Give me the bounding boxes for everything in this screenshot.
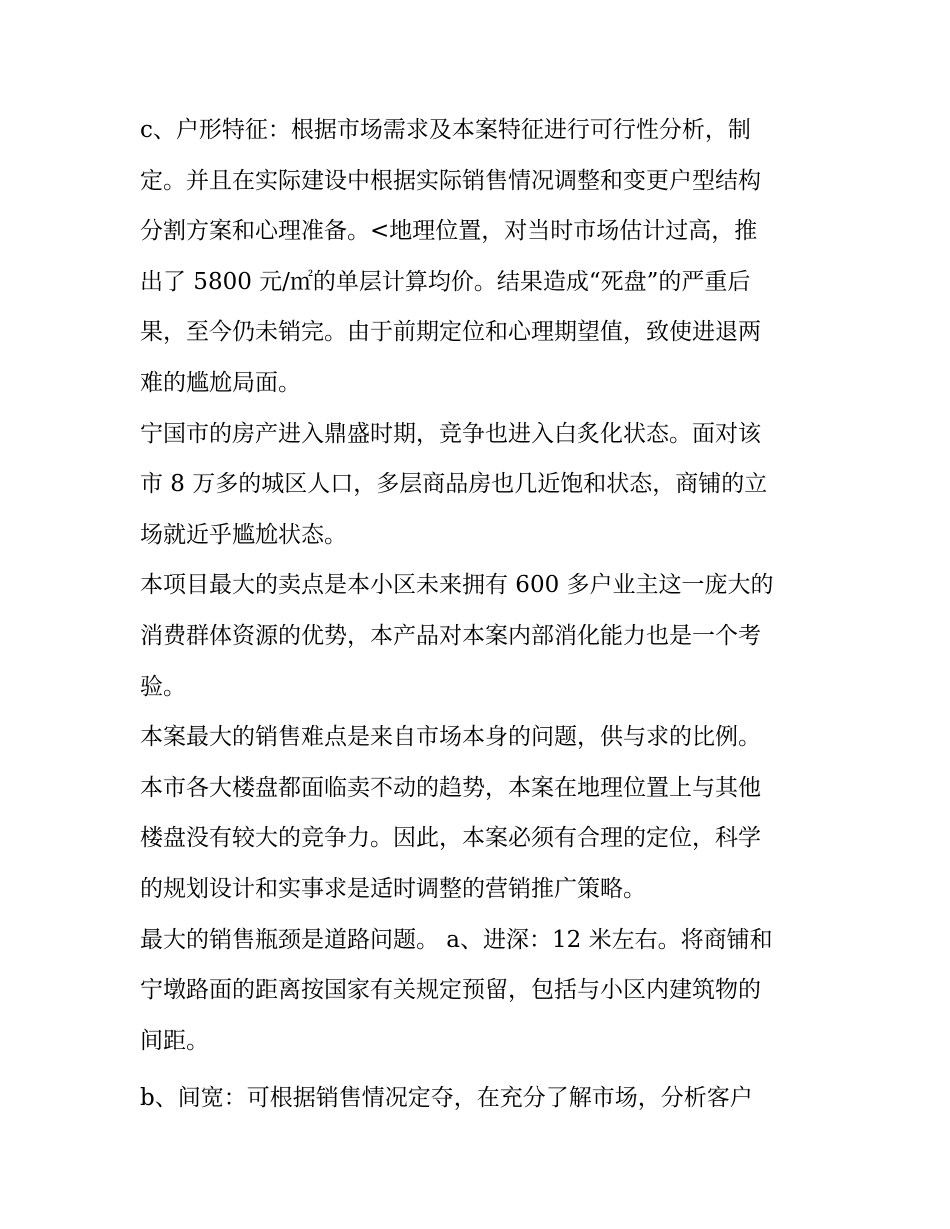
text-line: 宁墩路面的距离按国家有关规定预留，包括与小区内建筑物的 <box>140 977 761 1004</box>
text-line: c、户形特征：根据市场需求及本案特征进行可行性分析，制 <box>140 117 751 143</box>
text-line: 出了 5800 元/㎡的单层计算均价。结果造成“死盘”的严重后 <box>140 268 751 295</box>
text-line: 消费群体资源的优势，本产品对本案内部消化能力也是一个考 <box>140 622 761 649</box>
document-body <box>140 108 812 1126</box>
text-line: 分割方案和心理准备。<地理位置，对当时市场估计过高，推 <box>140 218 758 245</box>
text-line: 场就近乎尴尬状态。 <box>140 521 347 548</box>
text-line: 验。 <box>140 673 186 700</box>
text-line: b、间宽：可根据销售情况定夺，在充分了解市场，分析客户 <box>140 1084 753 1111</box>
text-line: 难的尴尬局面。 <box>140 369 301 396</box>
text-line: 本项目最大的卖点是本小区未来拥有 600 多户业主这一庞大的 <box>140 572 774 599</box>
text-line: 本市各大楼盘都面临卖不动的趋势，本案在地理位置上与其他 <box>140 774 761 801</box>
text-line: 最大的销售瓶颈是道路问题。 a、进深：12 米左右。将商铺和 <box>140 926 773 953</box>
text-line: 宁国市的房产进入鼎盛时期，竞争也进入白炙化状态。面对该 <box>140 420 761 447</box>
text-line: 定。并且在实际建设中根据实际销售情况调整和变更户型结构 <box>140 167 761 194</box>
text-line: 本案最大的销售难点是来自市场本身的问题，供与求的比例。 <box>140 724 761 751</box>
text-line: 果，至今仍未销完。由于前期定位和心理期望值，致使进退两 <box>140 319 761 346</box>
text-line: 楼盘没有较大的竞争力。因此，本案必须有合理的定位，科学 <box>140 825 761 852</box>
text-line: 间距。 <box>140 1027 209 1054</box>
text-line: 市 8 万多的城区人口，多层商品房也几近饱和状态，商铺的立 <box>140 471 768 498</box>
text-line: 的规划设计和实事求是适时调整的营销推广策略。 <box>140 875 646 902</box>
